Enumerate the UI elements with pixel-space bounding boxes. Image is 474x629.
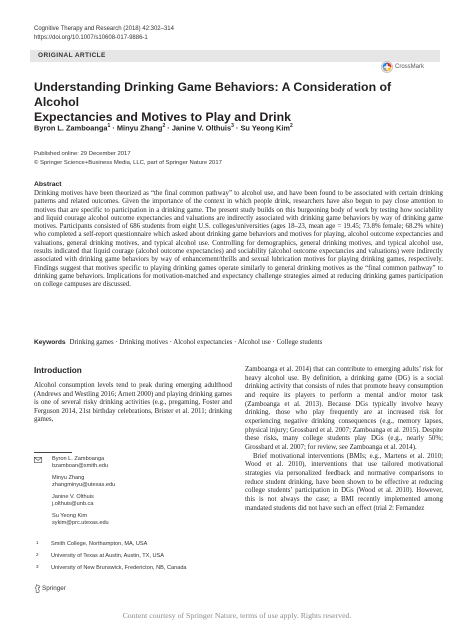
publisher-name: Springer [42, 585, 66, 592]
right-paragraph-2: Brief motivational interventions (BMIs; e.g., Martens et al. 2010; Wood et al. 2010), interventions that use tailored motivational strategies via personalized feedback and normative comparisons to reduce student drinking, have been shown to be effective at reducing college students’ participation in DGs (Wood et al. 2010). However, this is not always the case; a BMI recently implemented among mandated students did not have such an effect (trial 2: Fernandez [245, 452, 443, 512]
contact-name: Minyu Zhang [52, 475, 85, 481]
author-affil-sup: 2 [162, 123, 166, 129]
author-affil-sup: 2 [290, 123, 293, 129]
courtesy-footer: Content courtesy of Springer Nature, terms of use apply. Rights reserved. [122, 611, 352, 620]
contact-email[interactable]: bzamboan@smith.edu [52, 463, 109, 470]
right-column [245, 366, 443, 513]
correspondence-contact [52, 475, 232, 490]
keywords [34, 339, 443, 346]
article-title [34, 80, 434, 125]
publication-info [34, 150, 222, 167]
author-name[interactable]: Janine V. Olthuis [171, 123, 232, 133]
footnote-divider [34, 452, 72, 453]
article-type-bar [30, 50, 440, 62]
affiliation-number: 3 [36, 564, 39, 569]
correspondence-contact [52, 456, 232, 471]
author-name[interactable]: Su Yeong Kim [240, 123, 291, 133]
crossmark-label: CrossMark [395, 63, 425, 70]
envelope-icon [34, 457, 42, 463]
author-affil-sup: 1 [107, 123, 111, 129]
contact-name: Byron L. Zamboanga [52, 456, 105, 462]
right-paragraph-1: Zamboanga et al. 2014) that can contribute to emerging adults’ risk for heavy alcohol use. By definition, a drinking game (DG) is a social drinking activity that consists of rules that promote heavy consumption and require its players to perform a mental and/or motor task (Zamboanga et al. 2013). Because DGs typically involve heavy drinking, those who play frequently are at increased risk for experiencing negative drinking consequences (e.g., memory lapses, physical injury; Grossbard et al. 2007; Zamboanga et al. 2015). Despite these risks, many college students play DGs (e.g., nearly 50%; Grossbard et al. 2007; for review, see Zamboanga et al. 2014). [245, 366, 443, 451]
affiliation-text: University of Texas at Austin, Austin, TX, USA [51, 553, 164, 559]
affiliation-number: 2 [36, 552, 39, 557]
contact-name: Janine V. Olthuis [52, 494, 94, 500]
author-list [34, 123, 444, 132]
correspondence-contact [52, 513, 232, 528]
contact-email[interactable]: sykim@prc.utexas.edu [52, 520, 109, 527]
contact-name: Su Yeong Kim [52, 513, 88, 519]
author-separator: · [233, 123, 241, 133]
springer-horse-icon [34, 584, 41, 593]
abstract-heading: Abstract [34, 181, 62, 188]
keywords-label: Keywords [34, 339, 66, 346]
article-type: ORIGINAL ARTICLE [38, 52, 106, 59]
title-line-1: Understanding Drinking Game Behaviors: A Consideration of Alcohol [34, 80, 392, 109]
crossmark-icon [381, 61, 393, 73]
affiliation-text: University of New Brunswick, Fredericton, NB, Canada [51, 565, 187, 571]
abstract-text: Drinking motives have been theorized as “the final common pathway” to alcohol use, and have been found to be associated with certain drinking patterns and related outcomes. Given the importance of the context in which people drink, researchers have also begun to pay close attention to motives that are specific to participation in a drinking game. The present study builds on this burgeoning body of work by testing how sociability and liquid courage alcohol outcome expectancies and valuations are indirectly associated with drinking game behaviors by way of drinking game motives. Participants consisted of 686 students from eight U.S. colleges/universities (ages 18–23, mean age = 19.45; 73.8% female; 68.2% white) who completed a self-report questionnaire which asked about drinking game behaviors and motives for playing, alcohol outcome expectancies and valuations, general drinking motives, and typical alcohol use. Controlling for demographics, general drinking motives, and typical alcohol use, results indicated that liquid courage (alcohol outcome expectancies) and sociability (alcohol outcome expectancies and valuations) were indirectly associated with drinking game behaviors by way of enhancement/thrills and sexual lubrication motives for playing drinking games, respectively. Findings suggest that motives specific to playing drinking games operate similarly to general drinking motives as the “final common pathway” to drinking game behaviors. Implications for motivation-matched and expectancy challenge strategies aimed at reducing drinking games participation on college campuses are discussed. [34, 190, 443, 289]
doi-link[interactable]: https://doi.org/10.1007/s10608-017-9886-1 [34, 34, 148, 41]
journal-citation: Cognitive Therapy and Research (2018) 42:302–314 [34, 26, 174, 32]
author-separator: · [110, 123, 117, 133]
title-line-2: Expectancies and Motives to Play and Drink [34, 110, 291, 124]
author-affil-sup: 3 [231, 123, 234, 129]
journal-header [34, 25, 174, 42]
keywords-text: Drinking games · Drinking motives · Alcohol expectancies · Alcohol use · College students [69, 339, 323, 346]
author-name[interactable]: Minyu Zhang [116, 123, 163, 133]
affiliation-number: 1 [36, 540, 39, 545]
author-name[interactable]: Byron L. Zamboanga [34, 123, 108, 133]
introduction-heading: Introduction [34, 366, 82, 375]
crossmark-badge[interactable] [381, 61, 441, 73]
correspondence-contact [52, 494, 232, 509]
published-date: Published online: 29 December 2017 [34, 151, 131, 157]
copyright-line: © Springer Science+Business Media, LLC, part of Springer Nature 2017 [34, 159, 222, 166]
contact-email[interactable]: j.olthuis@unb.ca [52, 501, 94, 508]
author-separator: · [165, 123, 172, 133]
introduction-left-text: Alcohol consumption levels tend to peak during emerging adulthood (Andrews and Westling 2016; Arnett 2000) and playing drinking games is one of several risky drinking activities (e.g., pregaming, Foster and Ferguson 2014, 21st birthday celebrations, Brister et al. 2011; drinking games, [34, 382, 232, 424]
contact-email[interactable]: zhangminyu@utexas.edu [52, 482, 116, 489]
affiliation-text: Smith College, Northampton, MA, USA [51, 541, 148, 547]
